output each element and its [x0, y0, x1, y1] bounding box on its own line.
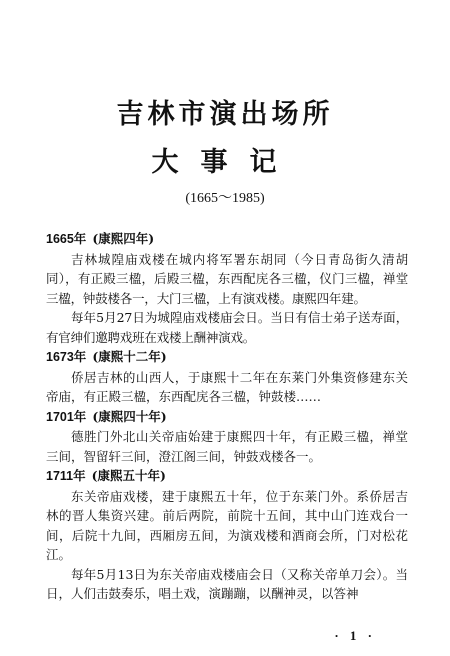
document-body — [46, 229, 408, 604]
entry-1665 — [46, 229, 408, 347]
entry-paragraph: 每年5月13日为东关帝庙戏楼庙会日（又称关帝单刀会）。当日，人们击鼓奏乐，唱土戏，演蹦蹦，以酬神灵，以答神 — [46, 566, 408, 601]
entry-1701 — [46, 407, 408, 467]
entry-era: (康熙十二年) — [92, 349, 167, 364]
page-title: 吉林市演出场所 — [116, 99, 334, 130]
page-subtitle: 大事记 — [151, 147, 299, 178]
entry-era: (康熙四十年) — [92, 408, 167, 424]
entry-heading — [46, 347, 408, 368]
entry-heading — [46, 407, 408, 428]
entry-1673 — [46, 347, 408, 407]
entry-heading — [46, 229, 408, 250]
entry-paragraph: 每年5月27日为城隍庙戏楼庙会日。当日有信士弟子送寿面，有官绅们邀聘戏班在戏楼上酬神演戏。 — [46, 310, 408, 345]
page-number: · 1 · — [334, 628, 376, 643]
year-range: (1665～1985) — [185, 191, 265, 206]
entry-year: 1673年 — [46, 350, 87, 364]
entry-heading — [46, 466, 408, 487]
entry-year: 1701年 — [46, 409, 87, 424]
entry-era: (康熙四年) — [92, 231, 155, 246]
entry-paragraph: 东关帝庙戏楼，建于康熙五十年，位于东莱门外。系侨居吉林的晋人集资兴建。前后两院，前院十五间，其中山门连戏台一间，后院十九间，西厢房五间，为演戏楼和酒商会所，门对松花江。 — [46, 488, 408, 562]
entry-paragraph: 吉林城隍庙戏楼在城内将军署东胡同（今日青岛街久清胡同），有正殿三楹，后殿三楹，东西配庑各三楹，仪门三楹，禅堂三楹，钟鼓楼各一，大门三楹，上有演戏楼。康熙四年建。 — [46, 251, 408, 306]
entry-paragraph: 德胜门外北山关帝庙始建于康熙四十年，有正殿三楹，禅堂三间，智留轩三间，澄江阁三间，钟鼓戏楼各一。 — [46, 429, 408, 464]
entry-1711 — [46, 466, 408, 604]
entry-paragraph: 侨居吉林的山西人，于康熙十二年在东莱门外集资修建东关帝庙，有正殿三楹，东西配庑各三楹，钟鼓楼…… — [46, 369, 408, 404]
entry-year: 1665年 — [46, 232, 87, 246]
entry-year: 1711年 — [46, 469, 86, 483]
entry-era: (康熙五十年) — [91, 468, 166, 483]
